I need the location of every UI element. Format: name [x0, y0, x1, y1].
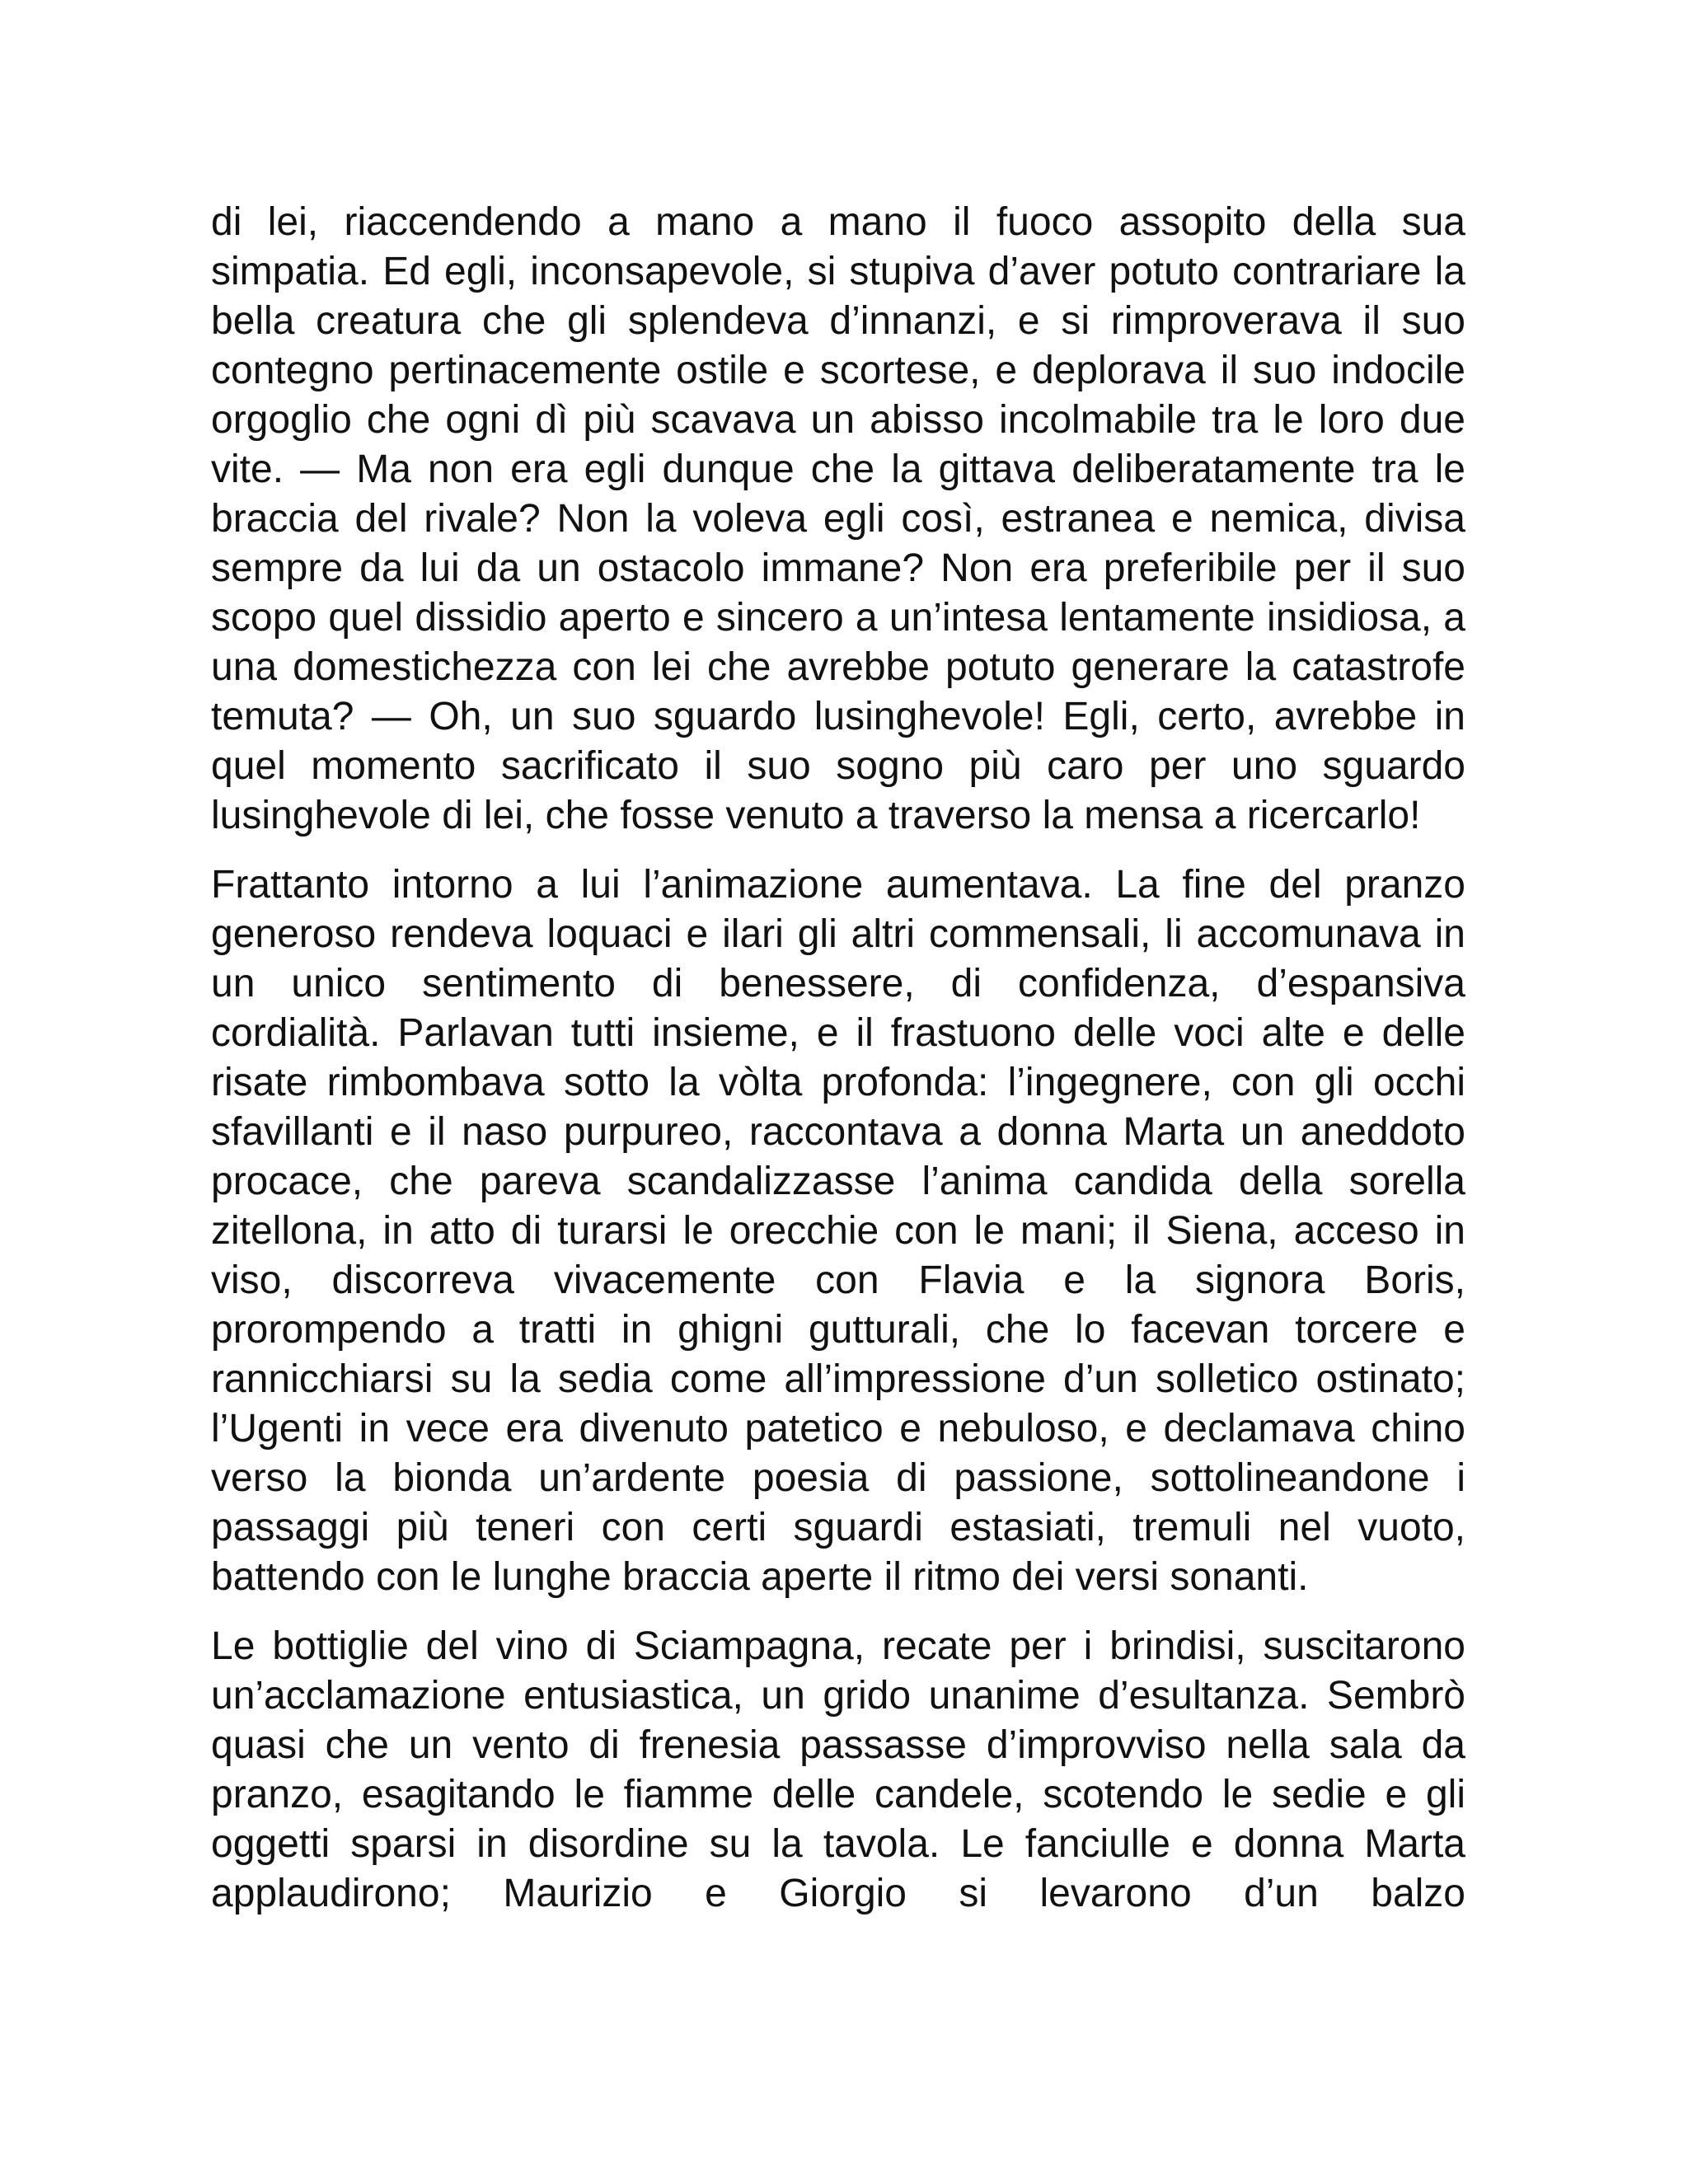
paragraph-3: Le bottiglie del vino di Sciampagna, recate per i brindisi, suscitarono un’acclamazione entusiastica, un grido unanime d’esultanza. Sembrò quasi che un vento di frenesia passasse d’improvviso nella sala da pranzo, esagitando le fiamme delle candele, scotendo le sedie e gli oggetti sparsi in disordine su la tavola. Le fanciulle e donna Marta applaudirono; Maurizio e Giorgio si levarono d’un balzo	[211, 1624, 1465, 1915]
paragraph-2: Frattanto intorno a lui l’animazione aumentava. La fine del pranzo generoso rendeva loquaci e ilari gli altri commensali, li accomunava in un unico sentimento di benessere, di confidenza, d’espansiva cordialità. Parlavan tutti insieme, e il frastuono delle voci alte e delle risate rimbombava sotto la vòlta profonda: l’ingegnere, con gli occhi sfavillanti e il naso purpureo, raccontava a donna Marta un aneddoto procace, che pareva scandalizzasse l’anima candida della sorella zitellona, in atto di turarsi le orecchie con le mani; il Siena, acceso in viso, discorreva vivacemente con Flavia e la signora Boris, prorompendo a tratti in ghigni gutturali, che lo facevan torcere e rannicchiarsi su la sedia come all’impressione d’un solletico ostinato; l’Ugenti in vece era divenuto patetico e nebuloso, e declamava chino verso la bionda un’ardente poesia di passione, sottolineandone i passaggi più teneri con certi sguardi estasiati, tremuli nel vuoto, battendo con le lunghe braccia aperte il ritmo dei versi sonanti.	[211, 863, 1465, 1599]
paragraph-1: di lei, riaccendendo a mano a mano il fuoco assopito della sua simpatia. Ed egli, inconsapevole, si stupiva d’aver potuto contrariare la bella creatura che gli splendeva d’innanzi, e si rimproverava il suo contegno pertinacemente ostile e scortese, e deplorava il suo indocile orgoglio che ogni dì più scavava un abisso incolmabile tra le loro due vite. — Ma non era egli dunque che la gittava deliberatamente tra le braccia del rivale? Non la voleva egli così, estranea e nemica, divisa sempre da lui da un ostacolo immane? Non era preferibile per il suo scopo quel dissidio aperto e sincero a un’intesa lentamente insidiosa, a una domestichezza con lei che avrebbe potuto generare la catastrofe temuta? — Oh, un suo sguardo lusinghevole! Egli, certo, avrebbe in quel momento sacrificato il suo sogno più caro per uno sguardo lusinghevole di lei, che fosse venuto a traverso la mensa a ricercarlo!	[211, 200, 1465, 837]
body-text	[211, 198, 1465, 1938]
